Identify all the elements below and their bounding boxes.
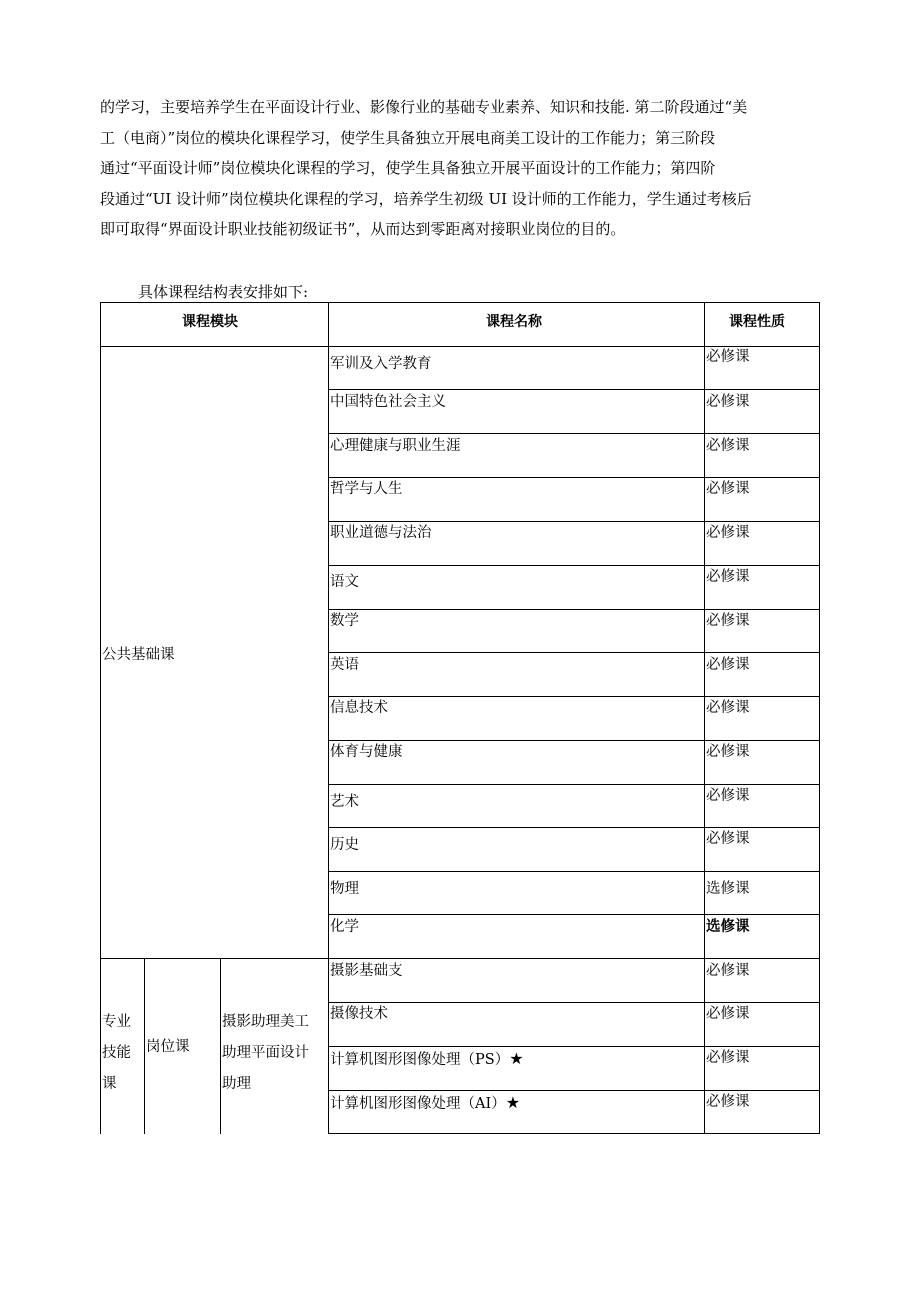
row-divider [328, 1133, 820, 1134]
course-name: 中国特色社会主义 [330, 394, 446, 410]
course-nature: 必修课 [706, 613, 750, 629]
course-name: 艺术 [330, 794, 359, 810]
intro-line: 通过“平面设计师”岗位模块化课程的学习，使学生具备独立开展平面设计的工作能力；第四阶 [100, 159, 716, 177]
course-name: 哲学与人生 [330, 481, 403, 497]
course-nature: 必修课 [706, 525, 750, 541]
row-divider [328, 740, 820, 741]
header-module: 课程模块 [182, 314, 238, 330]
course-nature: 必修课 [706, 394, 750, 410]
intro-line: 的学习，主要培养学生在平面设计行业、影像行业的基础专业素养、知识和技能. 第二阶段通过“美 [100, 98, 748, 116]
intro-line: 工（电商）”岗位的模块化课程学习，使学生具备独立开展电商美工设计的工作能力；第三阶段 [100, 128, 716, 147]
header-nature: 课程性质 [729, 314, 785, 330]
sub-group-label: 岗位课 [146, 1039, 190, 1055]
course-nature: 必修课 [706, 1050, 750, 1066]
position-label-line: 助理 [222, 1076, 251, 1092]
course-nature: 必修课 [706, 1006, 750, 1022]
row-divider [328, 609, 820, 610]
intro-line: 即可取得“界面设计职业技能初级证书”，从而达到零距离对接职业岗位的目的。 [100, 220, 626, 238]
row-divider [328, 652, 820, 653]
group-label-line: 技能 [102, 1045, 131, 1061]
group-divider [100, 958, 820, 959]
header-name: 课程名称 [486, 314, 542, 330]
course-name: 体育与健康 [330, 744, 403, 760]
row-divider [328, 827, 820, 828]
course-name: 信息技术 [330, 700, 388, 716]
course-nature: 必修课 [706, 481, 750, 497]
course-name: 军训及入学教育 [330, 356, 432, 372]
course-name: 摄影基础支 [330, 963, 403, 979]
intro-line: 段通过“UI 设计师”岗位模块化课程的学习，培养学生初级 UI 设计师的工作能力，学生通过考核后 [100, 189, 752, 208]
course-name-text: 计算机图形图像处理（PS） [330, 1052, 510, 1068]
course-name: 职业道德与法治 [330, 525, 432, 541]
course-name: 化学 [330, 919, 359, 935]
table-border-top [100, 302, 820, 303]
position-label [222, 1007, 328, 1100]
row-divider [328, 389, 820, 390]
star-icon: ★ [509, 1049, 524, 1068]
table-border-right [819, 302, 820, 1134]
course-nature: 必修课 [706, 831, 750, 847]
position-label-line: 摄影助理美工 [222, 1014, 309, 1030]
group-label-line: 专业 [102, 1014, 131, 1030]
row-divider [328, 784, 820, 785]
table-caption: 具体课程结构表安排如下: [138, 283, 309, 301]
row-divider [328, 696, 820, 697]
row-divider [328, 565, 820, 566]
row-divider [328, 1090, 820, 1091]
course-nature: 必修课 [706, 438, 750, 454]
course-name: 历史 [330, 837, 359, 853]
group-label-line: 课 [102, 1076, 117, 1092]
course-nature: 必修课 [706, 569, 750, 585]
course-name-text: 计算机图形图像处理（AI） [330, 1096, 506, 1112]
course-name: 物理 [330, 881, 359, 897]
course-name: 语文 [330, 574, 359, 590]
course-nature: 选修课 [706, 918, 750, 935]
course-name: 英语 [330, 657, 359, 673]
row-divider [328, 1002, 820, 1003]
course-name [330, 1049, 524, 1070]
row-divider [328, 433, 820, 434]
course-nature: 必修课 [706, 349, 750, 365]
course-name: 心理健康与职业生涯 [330, 438, 461, 454]
course-nature: 必修课 [706, 963, 750, 979]
row-divider [328, 521, 820, 522]
course-name: 摄像技术 [330, 1006, 388, 1022]
row-divider [328, 871, 820, 872]
group-label-public: 公共基础课 [102, 647, 175, 663]
course-name [330, 1093, 520, 1114]
course-nature: 必修课 [706, 700, 750, 716]
column-divider-sub [144, 958, 145, 1134]
course-name: 数学 [330, 613, 359, 629]
column-divider-position [220, 958, 221, 1134]
course-nature: 必修课 [706, 744, 750, 760]
row-divider [328, 914, 820, 915]
row-divider [328, 1046, 820, 1047]
column-divider-nature [704, 302, 705, 1134]
position-label-line: 助理平面设计 [222, 1045, 309, 1061]
group-label-professional [102, 1007, 144, 1100]
course-nature: 选修课 [706, 881, 750, 897]
course-nature: 必修课 [706, 788, 750, 804]
course-nature: 必修课 [706, 657, 750, 673]
star-icon: ★ [505, 1093, 521, 1112]
column-divider-name [328, 302, 329, 1134]
table-border-left [100, 302, 101, 1134]
course-nature: 必修课 [706, 1094, 750, 1110]
intro-paragraph [100, 92, 824, 245]
row-divider [328, 477, 820, 478]
